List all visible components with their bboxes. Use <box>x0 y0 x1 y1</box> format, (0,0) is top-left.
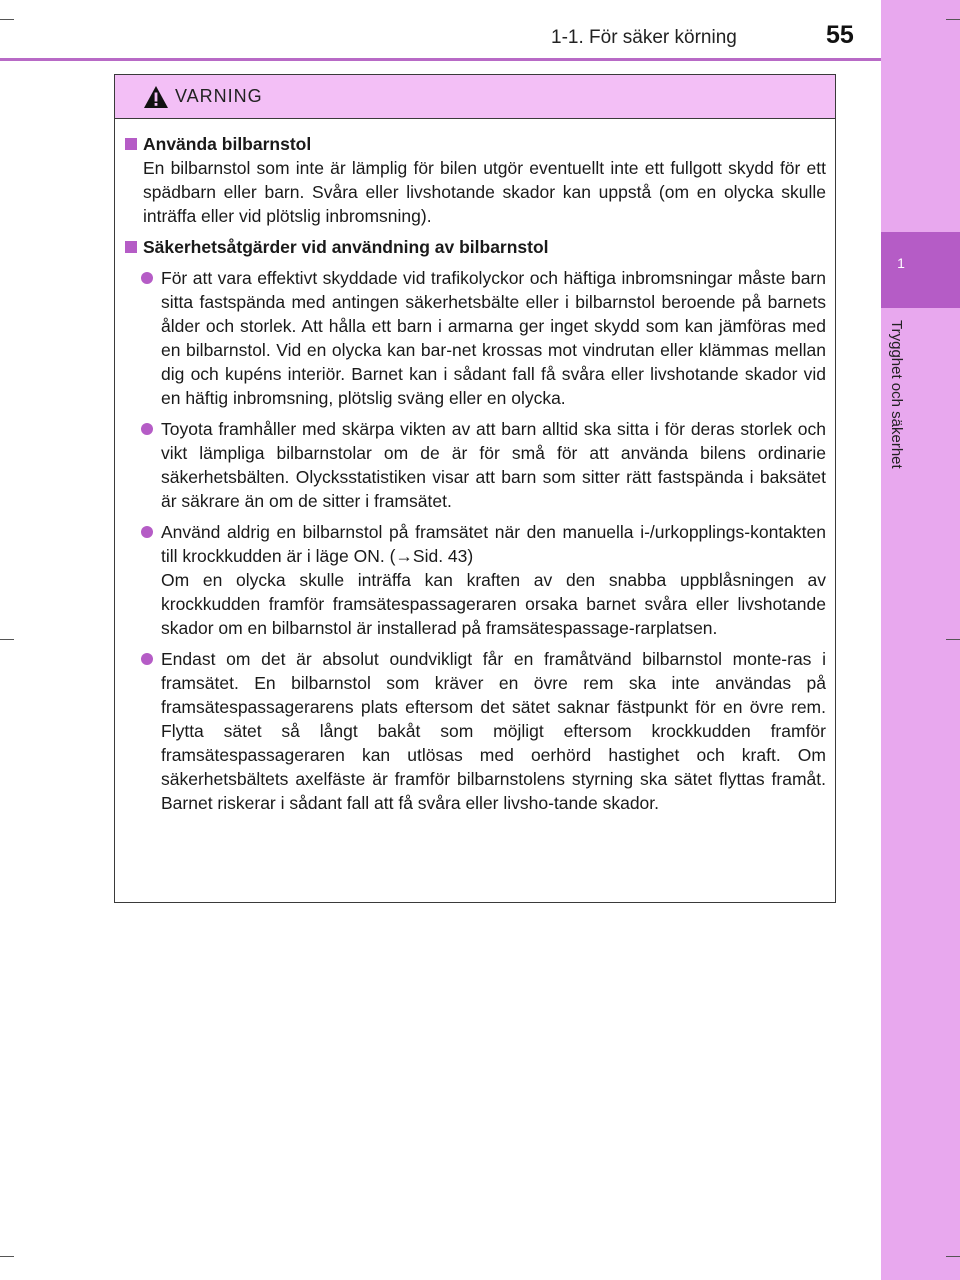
bullet-item <box>141 647 826 815</box>
warning-content <box>115 132 834 822</box>
bullet-text: För att vara effektivt skyddade vid trafikolyckor och häftiga inbromsningar måste barn sitta fastspända med antingen säkerhetsbälte eller i bilbarnstol beroende på barnets ålder och storlek. Att hålla ett barn i armarna ger inget skydd som kan jämföras med en bilbarnstol. Vid en olycka kan bar-net krossas mot vindrutan eller klämmas mellan dig och kupéns interiör. Barnet kan i sådant fall få svåra eller livshotande skador vid en häftig inbromsning, plötslig sväng eller en olycka. <box>161 268 826 408</box>
warning-header <box>115 75 835 119</box>
bullet-text: Toyota framhåller med skärpa vikten av att barn alltid ska sitta i för deras storlek och vikt lämpliga bilbarnstolar om de är för små för att använda bilens ordinarie säkerhetsbälten. Olycksstatistiken visar att barn som sitter rätt fastspända i baksätet är säkrare än om de sitter i framsätet. <box>161 419 826 511</box>
crop-mark <box>946 639 960 640</box>
warning-box <box>114 74 836 903</box>
bullet-item <box>141 266 826 410</box>
crop-mark <box>946 1256 960 1257</box>
section-paragraph: En bilbarnstol som inte är lämplig för bilen utgör eventuellt inte ett fullgott skydd för ett spädbarn eller barn. Svåra eller livshotande skador kan uppstå (om en olycka skulle inträffa eller vid plötslig inbromsning). <box>143 158 826 226</box>
section-heading <box>125 132 826 156</box>
square-bullet-icon <box>125 138 137 150</box>
bullet-text: Använd aldrig en bilbarnstol på framsätet när den manuella i-/urkopplings-kontakten till krockkudden är i läge ON. (→Sid. 43) Om en olycka skulle inträffa kan kraften av den snabba uppblåsningen av krockkudden framför framsätespassageraren orsaka barnet svåra eller livshotande skador om en bilbarnstol är installerad på framsätespassage-rarplatsen. <box>161 522 826 638</box>
bullet-text: Endast om det är absolut oundvikligt får en framåtvänd bilbarnstol monte-ras i framsätet. En bilbarnstol som kräver en övre rem ska inte användas på framsätespassagerarens plats eftersom det sätet saknar fästpunkt för en övre rem. Flytta sätet så långt bakåt som möjligt eftersom krockkudden framför framsätespassageraren kan utlösas med oerhörd hastighet och kraft. Om säkerhetsbältets axelfäste är framför bilbarnstolens styrning ska sätet flyttas framåt. Barnet riskerar i sådant fall att få svåra eller livsho-tande skador. <box>161 649 826 813</box>
crop-mark <box>0 19 14 20</box>
section-heading <box>125 235 826 259</box>
round-bullet-icon <box>141 272 153 284</box>
section-title: 1-1. För säker körning <box>551 27 737 48</box>
round-bullet-icon <box>141 526 153 538</box>
warning-triangle-icon <box>143 85 169 109</box>
square-bullet-icon <box>125 241 137 253</box>
chapter-title: Trygghet och säkerhet <box>888 320 905 469</box>
chapter-side-tab <box>881 0 960 1280</box>
round-bullet-icon <box>141 653 153 665</box>
section-child-seat-precautions <box>115 235 834 815</box>
section-child-seat-use <box>115 132 834 228</box>
warning-label: VARNING <box>175 86 263 106</box>
header-rule <box>0 58 881 61</box>
crop-mark <box>0 639 14 640</box>
bullet-item <box>141 417 826 513</box>
section-heading-text: Använda bilbarnstol <box>143 134 312 154</box>
bullet-item <box>141 520 826 640</box>
crop-mark <box>946 19 960 20</box>
section-heading-text: Säkerhetsåtgärder vid användning av bilbarnstol <box>143 237 549 257</box>
crop-mark <box>0 1256 14 1257</box>
round-bullet-icon <box>141 423 153 435</box>
chapter-number: 1 <box>897 255 905 271</box>
page-number: 55 <box>826 21 854 49</box>
